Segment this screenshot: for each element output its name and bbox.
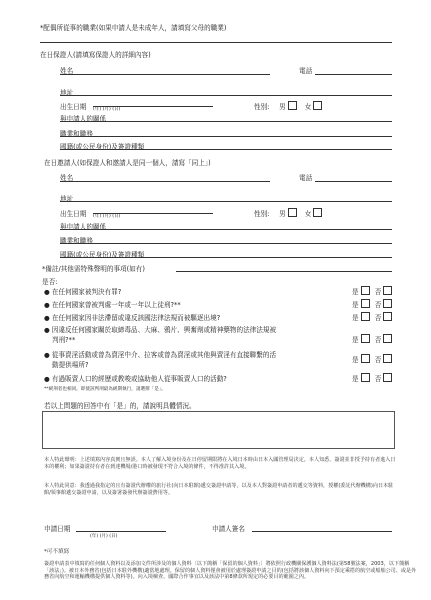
question-5-continued: 動提供場所? xyxy=(52,361,89,369)
yes-checkbox[interactable] xyxy=(361,373,370,382)
guarantor-address-label: 地址 xyxy=(60,89,74,97)
applicant-signature-field[interactable] xyxy=(252,531,392,532)
guarantor-job-field[interactable] xyxy=(60,136,392,137)
question-6: ● 有過販賣人口的經歷或教唆或協助他人從事販賣人口的活動? xyxy=(44,375,227,383)
inviter-address-label: 地址 xyxy=(60,195,74,203)
spouse-occupation-field[interactable] xyxy=(40,42,392,43)
guarantor-heading: 在日保證人(請填寫保證人的詳細內容) xyxy=(40,51,151,59)
question-5: ● 從事賣淫活動或曾為賣淫中介、拉客或曾為賣淫或其他與賣淫有直接聯繫的活 xyxy=(44,351,277,359)
remarks-field[interactable] xyxy=(176,271,392,272)
inviter-nationality-label: 國籍(或公民身份)及簽證種類 xyxy=(60,251,145,259)
inviter-job-label: 職業和職務 xyxy=(60,237,93,245)
female-checkbox[interactable] xyxy=(313,208,322,217)
privacy-note: 簽證申請表中填寫的任何個人資料以及添加文件所涉及的個人資料〔以下簡稱「保留的個人資料」〕將依照行政機關保護個人資料法(第58號法案，2003，以下簡稱「該法」)。被日本外務省(包括日本駐外機構)適當地處理。保留的個人資料僅會被用於處理簽證申請之目的(包括將該個人資料向下預定乘搭的航空或船舶公司、或是外務省向航空和運輸機構提供個人資料等)。向入境檢查、國際合作事宜以及該法中第8條款所規定的必要目的範圍之內。 xyxy=(44,561,417,581)
yes-label: 是 xyxy=(352,301,359,309)
inviter-relation-label: 與申請人的關係 xyxy=(60,223,107,231)
spouse-occupation-label: *配偶所從事的職業(如果申請人是未成年人，請填寫父母的職業) xyxy=(40,24,227,32)
guarantor-dob-label: 出生日期 xyxy=(60,103,87,111)
no-label: 否 xyxy=(374,356,382,364)
guarantor-phone-field[interactable] xyxy=(315,74,392,75)
female-label: 女 xyxy=(304,210,312,218)
inviter-gender-label: 性別: xyxy=(254,210,270,218)
guarantor-relation-field[interactable] xyxy=(60,121,392,122)
inviter-heading: 在日邀請人(如保證人和邀請人是同一個人，請寫「同上」) xyxy=(44,159,211,167)
application-date-label: 申請日期 xyxy=(44,525,71,533)
inviter-address-field[interactable] xyxy=(60,201,392,202)
guarantor-gender-options xyxy=(279,101,322,111)
inviter-job-field[interactable] xyxy=(60,243,392,244)
question-4: ● 因違反任何國家關於取締毒品、大麻、鴉片、興奮劑或精神藥物的法律法規被 xyxy=(44,326,277,334)
guarantor-name-label: 姓名 xyxy=(60,67,74,75)
optional-fields-note: *可不填寫 xyxy=(44,549,70,555)
female-checkbox[interactable] xyxy=(313,101,322,110)
no-checkbox[interactable] xyxy=(383,354,392,363)
questions-footnote: **緩刑者也相同。即使該判刑最為緩期執行，請選擇「是」。 xyxy=(44,387,166,392)
inviter-gender-options xyxy=(279,208,322,218)
guarantor-gender-label: 性別: xyxy=(254,103,270,111)
guarantor-dob-field[interactable] xyxy=(93,106,213,107)
inviter-phone-field[interactable] xyxy=(315,181,392,182)
yes-label: 是 xyxy=(352,356,359,364)
applicant-signature-label: 申請人簽名 xyxy=(212,525,245,533)
question-2-answer xyxy=(352,299,392,309)
detail-prompt: 若以上問題的回答中有「是」的，請說明具體情況。 xyxy=(44,402,196,410)
yes-checkbox[interactable] xyxy=(361,312,370,321)
yes-label: 是 xyxy=(352,336,359,344)
guarantor-address-field[interactable] xyxy=(60,95,392,96)
no-checkbox[interactable] xyxy=(383,373,392,382)
inviter-name-field[interactable] xyxy=(60,181,270,182)
guarantor-dob-hint: (年) (月) (日) xyxy=(93,107,121,112)
yes-label: 是 xyxy=(352,314,359,322)
no-label: 否 xyxy=(374,288,382,296)
question-2: ● 在任何國家曾被判處一年或一年以上徒刑?** xyxy=(44,301,181,309)
guarantor-relation-label: 與申請人的關係 xyxy=(60,115,107,123)
declaration-paragraph-2: 本人特此同意：我透過我指定的且有簽證代辦權的旅行社(向日本駐館)遞交簽證申請等，以及本人對簽證申請者的遞交等資料，授權(委託代辦機構)向日本駐館/領事館遞交簽證申請，以及簽署簽發代辦簽證費用等。 xyxy=(44,483,394,496)
application-date-hint: (年) (月) (日) xyxy=(90,534,118,539)
male-checkbox[interactable] xyxy=(288,208,297,217)
declaration-paragraph-1: 本人特此聲明：上述填寫內容真實且無誤。本人了解入境身份及在日停留期限將在入境日本時由日本入國管理局決定。本人知悉，簽證並非授予持有者進入日本的權利；如果簽證持有者在到達機場/港口時被發現不符合入境的條件，不得准許其入境。 xyxy=(44,457,396,470)
yes-checkbox[interactable] xyxy=(361,299,370,308)
question-1-answer xyxy=(352,286,392,296)
question-1: ● 在任何國家被判決有罪? xyxy=(44,288,122,296)
no-checkbox[interactable] xyxy=(383,299,392,308)
inviter-phone-label: 電話 xyxy=(299,174,313,182)
yes-label: 是 xyxy=(352,375,359,383)
question-3: ● 在任何國家因非法滯留或違反該國法律法規而被驅逐出境? xyxy=(44,314,221,322)
questions-intro: 是否: xyxy=(42,278,58,286)
no-label: 否 xyxy=(374,375,382,383)
inviter-relation-field[interactable] xyxy=(60,229,392,230)
inviter-nationality-field[interactable] xyxy=(60,257,392,258)
no-checkbox[interactable] xyxy=(383,286,392,295)
guarantor-nationality-label: 國籍(或公民身份)及簽證種類 xyxy=(60,143,145,151)
no-checkbox[interactable] xyxy=(383,312,392,321)
guarantor-name-field[interactable] xyxy=(60,74,270,75)
male-checkbox[interactable] xyxy=(288,101,297,110)
inviter-name-label: 姓名 xyxy=(60,174,74,182)
male-label: 男 xyxy=(279,103,286,111)
question-3-answer xyxy=(352,312,392,322)
inviter-dob-label: 出生日期 xyxy=(60,210,87,218)
application-date-field[interactable] xyxy=(76,531,166,532)
yes-checkbox[interactable] xyxy=(361,286,370,295)
guarantor-job-label: 職業和職務 xyxy=(60,130,93,138)
question-4-answer xyxy=(352,334,392,344)
no-label: 否 xyxy=(374,336,382,344)
inviter-dob-field[interactable] xyxy=(93,213,213,214)
no-label: 否 xyxy=(374,301,382,309)
no-checkbox[interactable] xyxy=(383,334,392,343)
yes-checkbox[interactable] xyxy=(361,354,370,363)
male-label: 男 xyxy=(279,210,286,218)
yes-label: 是 xyxy=(352,288,359,296)
question-6-answer xyxy=(352,373,392,383)
guarantor-phone-label: 電話 xyxy=(299,67,313,75)
inviter-dob-hint: (年) (月) (日) xyxy=(93,214,121,219)
remarks-label: *備註/其他需特殊聲明的事項(如有) xyxy=(42,265,145,273)
detail-textarea[interactable] xyxy=(42,411,395,449)
female-label: 女 xyxy=(304,103,312,111)
yes-checkbox[interactable] xyxy=(361,334,370,343)
no-label: 否 xyxy=(374,314,382,322)
question-4-continued: 判刑?** xyxy=(52,336,76,344)
question-5-answer xyxy=(352,354,392,364)
guarantor-nationality-field[interactable] xyxy=(60,149,392,150)
